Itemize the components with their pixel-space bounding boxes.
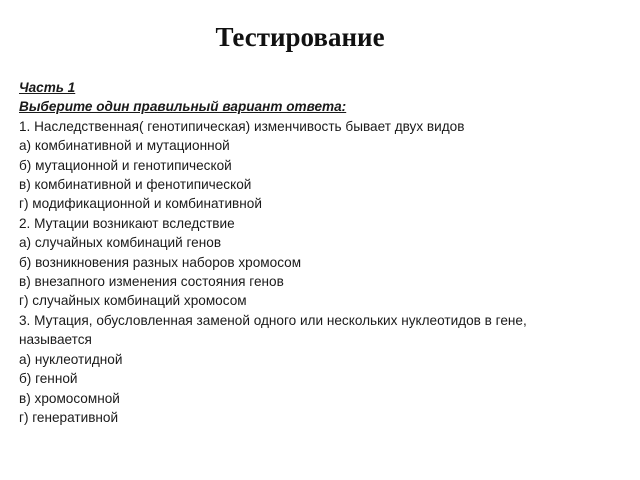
- question-2-option-b: б) возникновения разных наборов хромосом: [19, 254, 302, 270]
- question-3-option-a: а) нуклеотидной: [19, 351, 123, 367]
- question-2-text: 2. Мутации возникают вследствие: [19, 215, 235, 231]
- question-3-option-d: г) генеративной: [19, 409, 119, 425]
- part-label: Часть 1: [19, 80, 76, 95]
- slide-title: Тестирование: [215, 22, 385, 52]
- question-1-option-b: б) мутационной и генотипической: [19, 157, 232, 173]
- question-1-option-c: в) комбинативной и фенотипической: [19, 177, 252, 193]
- question-1-text: 1. Наследственная( генотипическая) изменчивость бывает двух видов: [19, 118, 465, 134]
- instruction-text: Выберите один правильный вариант ответа:: [19, 99, 347, 115]
- question-3-text: 3. Мутация, обусловленная заменой одного или нескольких нуклеотидов в гене, называется: [19, 312, 527, 348]
- test-content: [19, 78, 579, 427]
- question-1-option-a: а) комбинативной и мутационной: [19, 138, 230, 154]
- question-3-option-c: в) хромосомной: [19, 390, 120, 406]
- question-2-option-a: а) случайных комбинаций генов: [19, 235, 222, 251]
- question-2-option-d: г) случайных комбинаций хромосом: [19, 293, 247, 309]
- question-2-option-c: в) внезапного изменения состояния генов: [19, 274, 284, 290]
- question-1-option-d: г) модификационной и комбинативной: [19, 196, 262, 212]
- question-3-option-b: б) генной: [19, 371, 78, 387]
